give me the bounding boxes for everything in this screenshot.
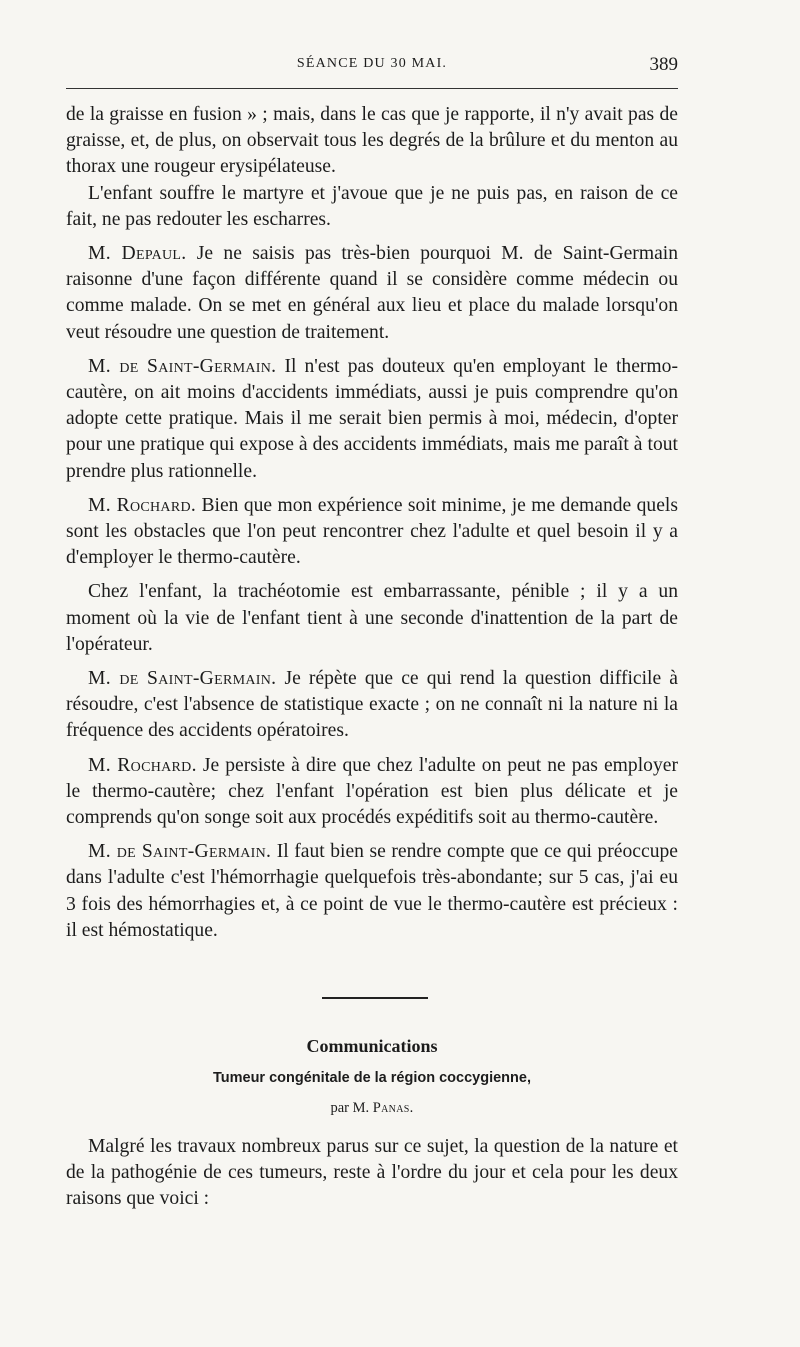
paragraph-text: de la graisse en fusion » ; mais, dans le cas que je rapporte, il n'y avait pas de graisse, et, de plus, on observait tous les degrés de la brûlure et du menton au thorax une rougeur erysipélateuse. [66, 104, 678, 178]
speaker-name: M. Depaul. [88, 243, 187, 265]
paragraph [66, 666, 678, 745]
speaker-name: M. de Saint-Germain. [88, 841, 272, 863]
paragraph [66, 579, 678, 658]
paragraph-text: Il faut bien se rendre compte que ce qui préoccupe dans l'adulte c'est l'hémorrhagie quelquefois très-abondante; sur 5 cas, j'ai eu 3 fois des hémorrhagies et, à ce point de vue le thermo-cautère est précieux : il est hémostatique. [66, 841, 678, 941]
paragraph-text: L'enfant souffre le martyre et j'avoue que je ne puis pas, en raison de ce fait, ne pas redouter les escharres. [66, 182, 678, 230]
paragraph-text: Je persiste à dire que chez l'adulte on peut ne pas employer le thermo-cautère; chez l'enfant l'opération est bien plus délicate et je comprends qu'on songe soit aux procédés expéditifs soit au thermo-cautère. [66, 754, 678, 829]
article-author [66, 1100, 678, 1117]
paragraph [66, 839, 678, 944]
section-heading: Communications [306, 1036, 438, 1056]
speaker-name: M. de Saint-Germain. [88, 668, 277, 690]
paragraph-text: Il n'est pas douteux qu'en employant le thermo-cautère, on ait moins d'accidents immédiats, aussi je puis comprendre qu'on adopte cette pratique. Mais il me serait bien permis à moi, médecin, d'opter pour une pratique qui expose à des accidents immédiats, mais me paraît à tout prendre plus rationnelle. [66, 355, 678, 482]
paragraph-text: Je répète que ce qui rend la question difficile à résoudre, c'est l'absence de statistique exacte ; on ne connaît ni la nature ni la fréquence des accidents opératoires. [66, 668, 678, 742]
paragraph [66, 493, 678, 572]
author-prefix: par M. [330, 1100, 370, 1116]
article-body [66, 1134, 678, 1213]
paragraph [66, 102, 678, 181]
running-title: SÉANCE DU 30 MAI. [296, 56, 448, 71]
paragraph [66, 241, 678, 346]
paragraph-text: Bien que mon expérience soit minime, je me demande quels sont les obstacles que l'on peut rencontrer chez l'adulte et quel besoin il y a d'employer le thermo-cautère. [66, 494, 678, 569]
header-rule [66, 88, 678, 89]
paragraph [66, 181, 678, 233]
page-number: 389 [649, 54, 678, 75]
speaker-name: M. Rochard. [88, 494, 197, 516]
paragraph-text: Malgré les travaux nombreux parus sur ce sujet, la question de la nature et de la pathogénie de ces tumeurs, reste à l'ordre du jour et cela pour les deux raisons que voici : [66, 1136, 678, 1210]
author-name: Panas. [372, 1100, 414, 1116]
article-title: Tumeur congénitale de la région coccygienne, [212, 1070, 531, 1086]
paragraph [66, 1134, 678, 1213]
running-head [66, 56, 678, 80]
paragraph [66, 753, 678, 832]
paragraph-text: Je ne saisis pas très-bien pourquoi M. de Saint-Germain raisonne d'une façon différente quand il se considère comme médecin ou comme malade. On se met en général aux lieu et place du malade lorsqu'on veut résoudre une question de traitement. [66, 243, 679, 343]
section-divider [322, 997, 428, 999]
speaker-name: M. de Saint-Germain. [88, 355, 277, 377]
paragraph [66, 354, 678, 485]
paragraph-text: Chez l'enfant, la trachéotomie est embarrassante, pénible ; il y a un moment où la vie de l'enfant tient à une seconde d'inattention de la part de l'opérateur. [66, 581, 678, 655]
speaker-name: M. Rochard. [88, 754, 197, 776]
body-text [66, 102, 678, 952]
